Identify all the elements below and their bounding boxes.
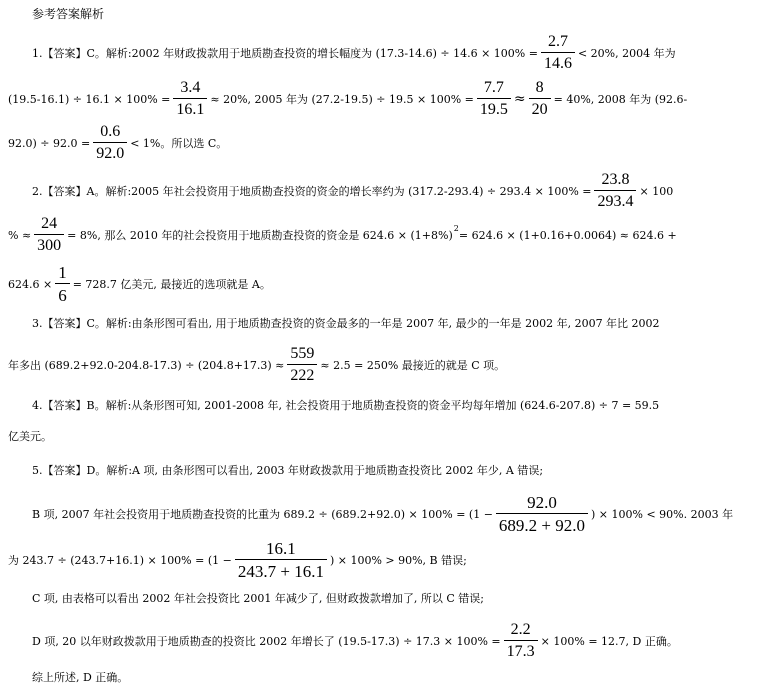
frac-num: 0.6 — [100, 123, 121, 140]
q2-text-2b: = 8%, 那么 2010 年的社会投资用于地质勘查投资的资金是 624.6 × (1+8%) — [67, 228, 453, 242]
frac-den: 6 — [55, 283, 70, 304]
q5-text-1: 5.【答案】D。解析:A 项, 由条形图可以看出, 2003 年财政拨款用于地质勘查投资比 2002 年少, A 错误; — [32, 464, 544, 477]
frac-den: 689.2 + 92.0 — [496, 513, 588, 534]
q1-text-3a: 92.0) ÷ 92.0 = — [8, 136, 91, 150]
q2-text-2c: = 624.6 × (1+0.16+0.0064) ≈ 624.6 + — [458, 228, 677, 242]
q2-fraction-2 — [34, 216, 64, 254]
q5-text-6: 综上所述, D 正确。 — [32, 671, 129, 684]
q2-line-3 — [8, 264, 271, 304]
q1-fraction-1 — [541, 34, 575, 72]
q1-fraction-2 — [173, 80, 207, 118]
frac-num: 92.0 — [527, 493, 557, 512]
frac-den: 14.6 — [541, 52, 575, 72]
q4-line-2 — [8, 431, 52, 442]
q5-text-3a: 为 243.7 ÷ (243.7+16.1) × 100% = (1 − — [8, 553, 232, 567]
q5-text-5b: × 100% = 12.7, D 正确。 — [540, 634, 678, 648]
q4-text-1: 4.【答案】B。解析:从条形图可知, 2001-2008 年, 社会投资用于地质勘查投资的资金平均每年增加 (624.6-207.8) ÷ 7 = 59.5 — [32, 399, 660, 412]
q5-line-1 — [32, 465, 543, 476]
q5-text-3b: ) × 100% > 90%, B 错误; — [329, 553, 467, 567]
q5-line-3 — [8, 540, 467, 580]
q1-line-3 — [8, 124, 227, 162]
q5-fraction-1 — [496, 494, 588, 534]
frac-num: 1 — [58, 263, 67, 282]
page-title — [32, 8, 104, 20]
frac-num: 2.2 — [510, 621, 531, 638]
frac-den: 293.4 — [594, 190, 636, 210]
q5-line-2 — [32, 494, 733, 534]
frac-num: 23.8 — [601, 171, 630, 188]
q5-text-5a: D 项, 20 以年财政拨款用于地质勘查的投资比 2002 年增长了 (19.5-17.3) ÷ 17.3 × 100% = — [32, 634, 501, 648]
q2-line-2 — [8, 216, 677, 254]
title-text: 参考答案解析 — [32, 7, 105, 21]
q2-fraction-1 — [594, 172, 636, 210]
frac-den: 300 — [34, 234, 64, 254]
q3-text-2a: 年多出 (689.2+92.0-204.8-17.3) ÷ (204.8+17.3) ≈ — [8, 358, 285, 372]
q5-text-2a: B 项, 2007 年社会投资用于地质勘查投资的比重为 689.2 ÷ (689.2+92.0) × 100% = (1 − — [32, 507, 493, 521]
q4-text-2: 亿美元。 — [8, 430, 52, 443]
q4-line-1 — [32, 400, 659, 411]
q1-fraction-4 — [529, 80, 551, 118]
q1-text-3b: < 1%。所以选 C。 — [130, 136, 228, 150]
frac-num: 2.7 — [547, 33, 568, 50]
q1-line-2 — [8, 80, 687, 118]
frac-num: 7.7 — [483, 79, 504, 96]
frac-den: 17.3 — [504, 640, 538, 660]
q1-text-1a: 1.【答案】C。解析:2002 年财政拨款用于地质勘查投资的增长幅度为 (17.3-14.6) ÷ 14.6 × 100% = — [32, 46, 538, 60]
q5-text-2b: ) × 100% < 90%. 2003 年 — [591, 507, 734, 521]
q1-fraction-3 — [477, 80, 511, 118]
q3-text-1: 3.【答案】C。解析:由条形图可看出, 用于地质勘查投资的资金最多的一年是 2007 年, 最少的一年是 2002 年, 2007 年比 2002 — [32, 317, 660, 330]
q5-fraction-2 — [235, 540, 327, 580]
q2-text-1a: 2.【答案】A。解析:2005 年社会投资用于地质勘查投资的资金的增长率约为 (317.2-293.4) ÷ 293.4 × 100% = — [32, 184, 592, 198]
q5-line-4 — [32, 593, 484, 604]
frac-num: 559 — [290, 345, 315, 362]
q5-line-5 — [32, 622, 678, 660]
q2-fraction-3 — [55, 264, 70, 304]
exponent: 2 — [453, 224, 459, 233]
q2-text-3b: = 728.7 亿美元, 最接近的选项就是 A。 — [72, 277, 271, 291]
q2-text-1b: × 100 — [639, 184, 674, 198]
frac-num: 16.1 — [266, 539, 296, 558]
q1-line-1 — [32, 34, 676, 72]
q2-text-3a: 624.6 × — [8, 277, 53, 291]
frac-den: 19.5 — [477, 98, 511, 118]
frac-num: 3.4 — [180, 79, 201, 96]
q2-text-2a: % ≈ — [8, 228, 32, 242]
q1-text-2a: (19.5-16.1) ÷ 16.1 × 100% = — [8, 92, 171, 106]
q2-line-1 — [32, 172, 673, 210]
frac-den: 243.7 + 16.1 — [235, 559, 327, 580]
q1-text-2b: ≈ 20%, 2005 年为 (27.2-19.5) ÷ 19.5 × 100% = — [210, 92, 474, 106]
frac-den: 16.1 — [173, 98, 207, 118]
q3-line-1 — [32, 318, 660, 329]
q3-text-2b: ≈ 2.5 = 250% 最接近的就是 C 项。 — [320, 358, 506, 372]
frac-den: 222 — [287, 364, 317, 384]
frac-den: 92.0 — [93, 142, 127, 162]
q5-fraction-3 — [504, 622, 538, 660]
q3-line-2 — [8, 346, 505, 384]
q5-line-6 — [32, 672, 128, 683]
frac-den: 20 — [529, 98, 551, 118]
approx-sign: ≈ — [513, 91, 526, 107]
q1-fraction-5 — [93, 124, 127, 162]
frac-num: 24 — [41, 215, 58, 232]
q1-text-2c: = 40%, 2008 年为 (92.6- — [553, 92, 688, 106]
q3-fraction-1 — [287, 346, 317, 384]
q1-text-1b: < 20%, 2004 年为 — [577, 46, 676, 60]
q5-text-4: C 项, 由表格可以看出 2002 年社会投资比 2001 年减少了, 但财政拨款增加了, 所以 C 错误; — [32, 592, 484, 605]
frac-num: 8 — [535, 79, 544, 96]
